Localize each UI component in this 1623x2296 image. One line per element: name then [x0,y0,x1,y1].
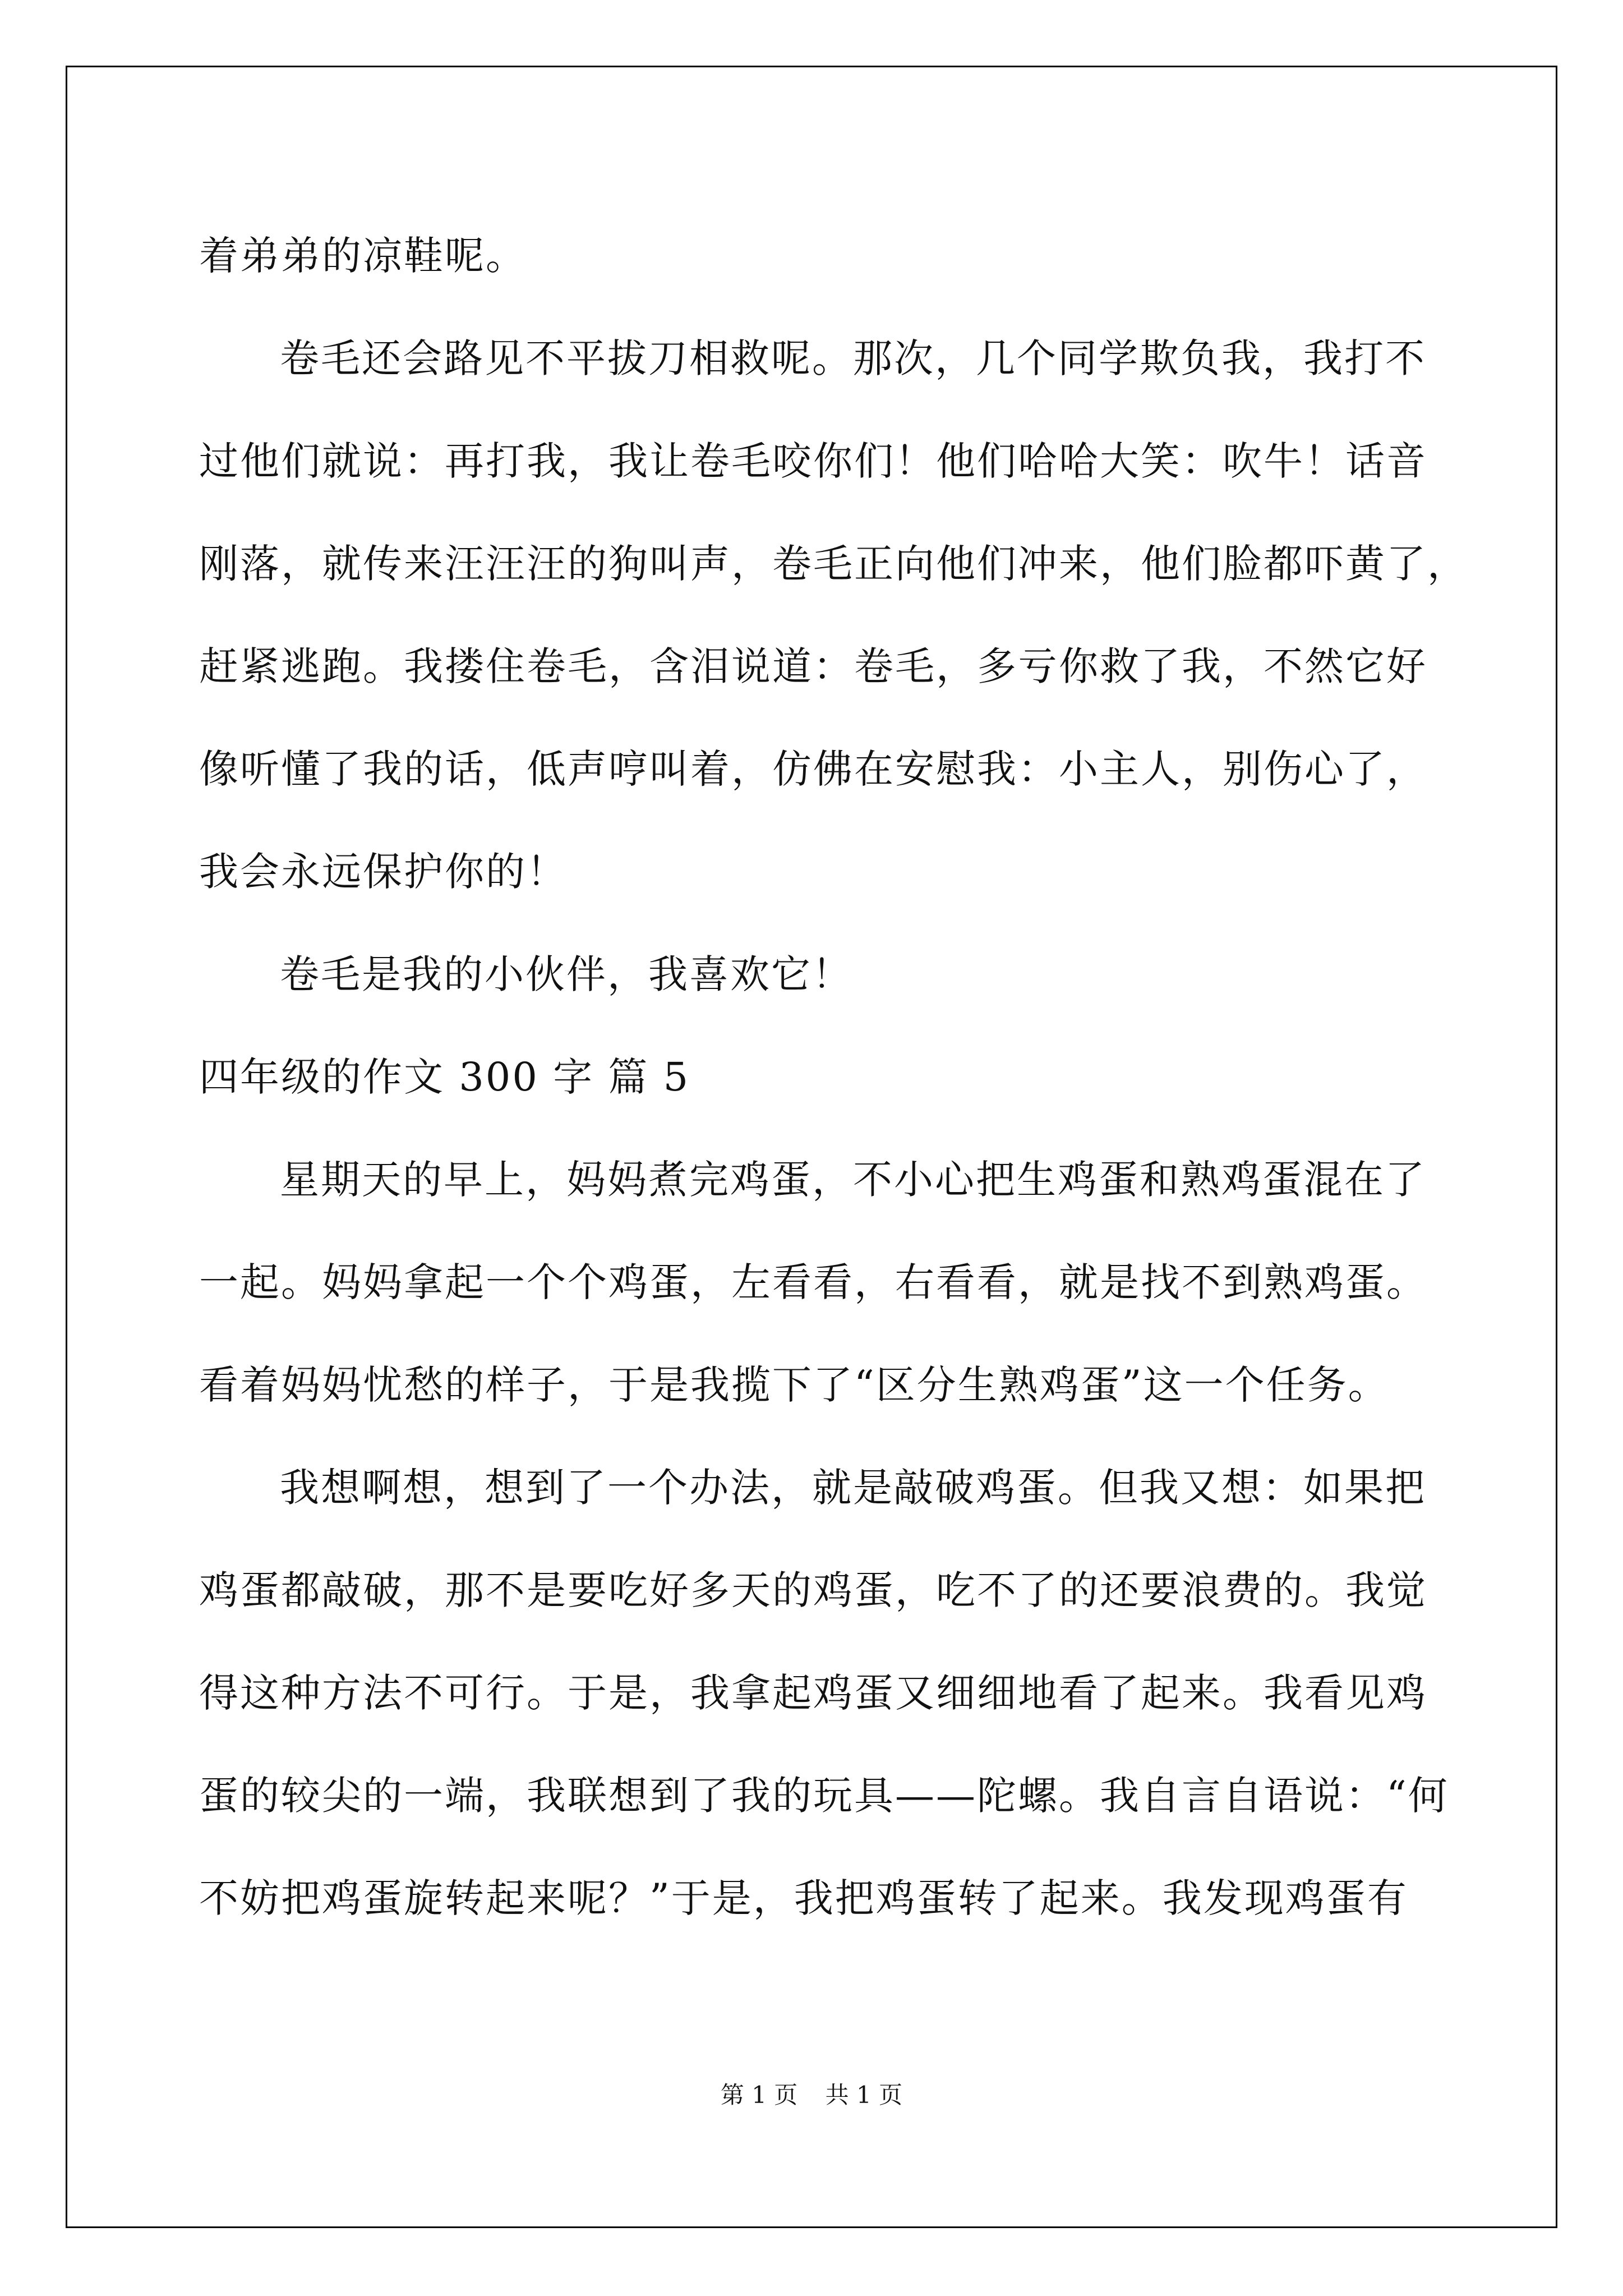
text-line: 得这种方法不可行。于是，我拿起鸡蛋又细细地看了起来。我看见鸡 [199,1670,1427,1716]
text-line: 星期天的早上，妈妈煮完鸡蛋，不小心把生鸡蛋和熟鸡蛋混在了 [280,1157,1426,1203]
text-line: 过他们就说：再打我，我让卷毛咬你们！他们哈哈大笑：吹牛！话音 [199,438,1427,484]
text-line: 卷毛还会路见不平拔刀相救呢。那次，几个同学欺负我，我打不 [280,335,1426,381]
text-line: 卷毛是我的小伙伴，我喜欢它！ [280,951,853,997]
text-line: 看着妈妈忧愁的样子，于是我揽下了“区分生熟鸡蛋”这一个任务。 [199,1362,1389,1408]
text-line: 我会永远保护你的！ [199,849,568,895]
text-line: 蛋的较尖的一端，我联想到了我的玩具——陀螺。我自言自语说：“何 [199,1773,1449,1819]
text-line: 像听懂了我的话，低声哼叫着，仿佛在安慰我：小主人，别伤心了， [199,746,1427,792]
text-line: 着弟弟的凉鞋呢。 [199,233,527,279]
page-number: 第 1 页 [720,2081,798,2109]
text-line: 鸡蛋都敲破，那不是要吃好多天的鸡蛋，吃不了的还要浪费的。我觉 [199,1567,1427,1613]
page-footer [0,2078,1623,2112]
section-heading: 四年级的作文 300 字 篇 5 [199,1054,690,1100]
text-line: 不妨把鸡蛋旋转起来呢？”于是，我把鸡蛋转了起来。我发现鸡蛋有 [199,1875,1408,1921]
text-line: 刚落，就传来汪汪汪的狗叫声，卷毛正向他们冲来，他们脸都吓黄了， [199,541,1468,587]
text-line: 一起。妈妈拿起一个个鸡蛋，左看看，右看看，就是找不到熟鸡蛋。 [199,1259,1427,1305]
document-body [199,205,1468,1950]
page-total: 共 1 页 [825,2081,903,2109]
text-line: 赶紧逃跑。我搂住卷毛，含泪说道：卷毛，多亏你救了我，不然它好 [199,643,1427,689]
text-line: 我想啊想，想到了一个办法，就是敲破鸡蛋。但我又想：如果把 [280,1465,1426,1511]
